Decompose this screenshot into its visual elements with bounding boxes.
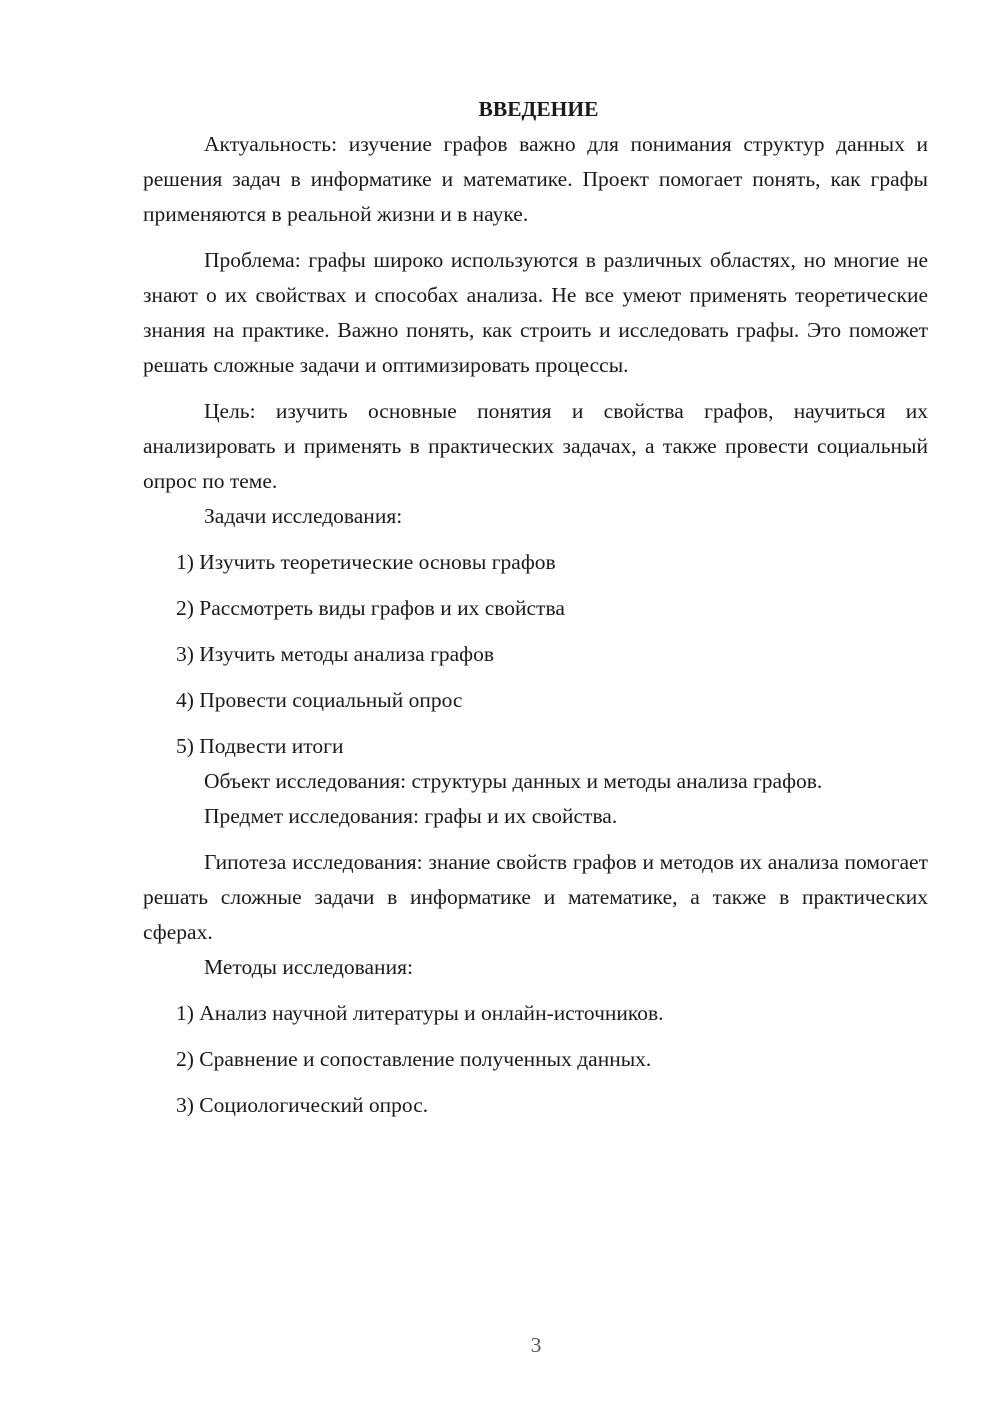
methods-list	[143, 996, 928, 1123]
methods-heading: Методы исследования:	[204, 955, 413, 979]
list-item: 4) Провести социальный опрос	[176, 688, 463, 712]
list-item: 1) Изучить теоретические основы графов	[176, 550, 556, 574]
list-item: 2) Рассмотреть виды графов и их свойства	[176, 596, 565, 620]
document-page	[143, 92, 928, 1123]
subject-line: Предмет исследования: графы и их свойства.	[204, 804, 618, 828]
list-item: 3) Социологический опрос.	[176, 1093, 429, 1117]
goal-paragraph: Цель: изучить основные понятия и свойства графов, научиться их анализировать и применять в практических задачах, а также провести социальный опрос по теме.	[143, 399, 928, 493]
object-line: Объект исследования: структуры данных и методы анализа графов.	[204, 769, 823, 793]
page-number: 3	[530, 1333, 542, 1357]
problem-paragraph: Проблема: графы широко используются в различных областях, но многие не знают о их свойствах и способах анализа. Не все умеют применять теоретические знания на практике. Важно понять, как строить и исследовать графы. Это поможет решать сложные задачи и оптимизировать процессы.	[143, 248, 928, 377]
relevance-paragraph: Актуальность: изучение графов важно для понимания структур данных и решения задач в информатике и математике. Проект помогает понять, как графы применяются в реальной жизни и в науке.	[143, 132, 928, 226]
list-item: 2) Сравнение и сопоставление полученных данных.	[176, 1047, 652, 1071]
page-title: ВВЕДЕНИЕ	[478, 97, 599, 121]
list-item: 5) Подвести итоги	[176, 734, 344, 758]
list-item: 1) Анализ научной литературы и онлайн-источников.	[176, 1001, 664, 1025]
list-item: 3) Изучить методы анализа графов	[176, 642, 495, 666]
tasks-heading: Задачи исследования:	[204, 504, 403, 528]
tasks-list	[143, 545, 928, 764]
hypothesis-paragraph: Гипотеза исследования: знание свойств графов и методов их анализа помогает решать сложные задачи в информатике и математике, а также в практических сферах.	[143, 850, 928, 944]
